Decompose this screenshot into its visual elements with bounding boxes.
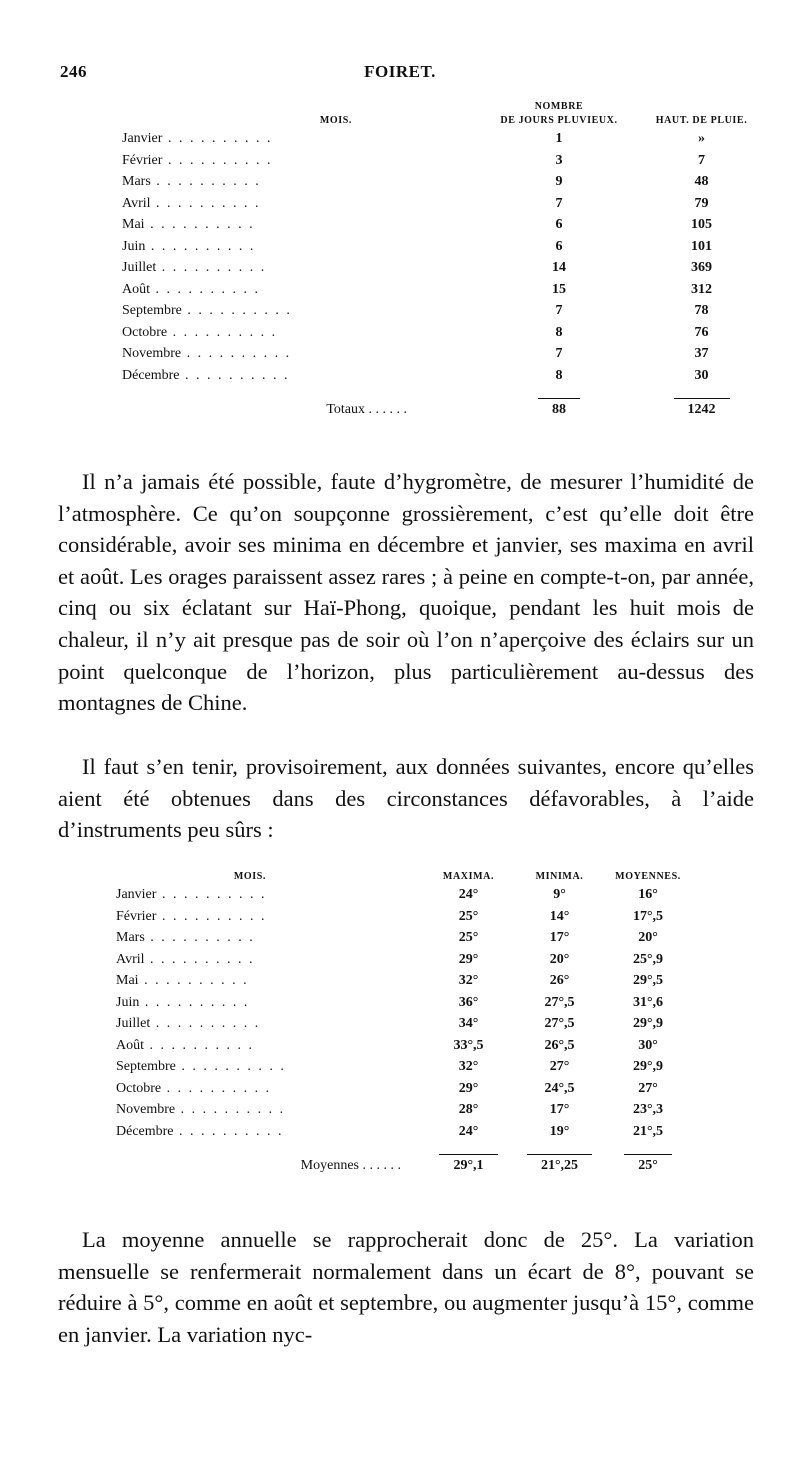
- leader-dots: . . . . . . . . . .: [156, 260, 267, 275]
- leader-dots: . . . . . . . . . .: [150, 281, 260, 297]
- month-cell: Août . . . . . . . . . .: [122, 281, 260, 297]
- total-row: [116, 1142, 693, 1177]
- month-cell: Mai . . . . . . . . . .: [122, 217, 255, 232]
- table-row: [122, 128, 769, 150]
- rain-height-cell: 30: [694, 367, 709, 383]
- rainy-days-cell: 15: [552, 281, 566, 297]
- leader-dots: . . . . . . . . . .: [162, 131, 273, 146]
- average-cell: 30°: [638, 1037, 658, 1053]
- average-cell: 21°,5: [632, 1123, 664, 1139]
- leader-dots: . . . . . . . . . .: [175, 1059, 286, 1074]
- rainfall-table-header: [122, 100, 769, 128]
- average-maxima: 29°,1: [421, 1142, 516, 1177]
- month-cell: Décembre . . . . . . . . . .: [116, 1123, 284, 1139]
- column-header-rainy-days-line2: DE JOURS PLUVIEUX.: [500, 115, 618, 126]
- leader-dots: . . . . . . . . . .: [150, 174, 261, 189]
- leader-dots: . . . . . . . . . .: [161, 1080, 272, 1096]
- leader-dots: . . . . . . . . . .: [138, 973, 249, 988]
- column-header-minima: MINIMA.: [535, 871, 584, 882]
- month-cell: Juin . . . . . . . . . .: [122, 238, 256, 254]
- table-row: [122, 300, 769, 322]
- month-cell: Septembre . . . . . . . . . .: [116, 1059, 286, 1074]
- table-row: [116, 927, 693, 949]
- minima-cell: 19°: [549, 1123, 570, 1139]
- table-row: [116, 1078, 693, 1100]
- leader-dots: . . . . . . . . . .: [139, 994, 250, 1010]
- total-row: [122, 386, 769, 421]
- table-row: [122, 171, 769, 193]
- average-cell: 29°,9: [632, 1059, 664, 1074]
- table-row: [116, 884, 693, 906]
- month-cell: Février . . . . . . . . . .: [122, 152, 273, 168]
- month-cell: Janvier . . . . . . . . . .: [122, 131, 273, 146]
- rain-height-cell: 7: [698, 152, 705, 168]
- table-row: [116, 1056, 693, 1078]
- average-cell: 29°,9: [632, 1016, 664, 1031]
- month-cell: Février . . . . . . . . . .: [116, 908, 267, 924]
- leader-dots: . . . . . . . . . .: [144, 217, 255, 232]
- month-cell: Janvier . . . . . . . . . .: [116, 887, 267, 902]
- minima-cell: 9°: [553, 887, 566, 902]
- rain-height-cell: 312: [691, 281, 712, 297]
- table-row: [116, 1035, 693, 1057]
- rain-height-cell: »: [698, 131, 705, 146]
- table-row: [116, 949, 693, 971]
- rainy-days-cell: 8: [555, 367, 563, 383]
- average-cell: 25°,9: [632, 951, 664, 967]
- month-cell: Septembre . . . . . . . . . .: [122, 303, 292, 318]
- average-cell: 31°,6: [632, 994, 664, 1010]
- maxima-cell: 36°: [458, 994, 479, 1010]
- column-header-rainy-days: [484, 100, 634, 128]
- rain-height-cell: 37: [694, 346, 709, 361]
- table-row: [116, 1099, 693, 1121]
- temperature-table-body: [116, 884, 693, 1177]
- maxima-cell: 25°: [458, 930, 479, 945]
- maxima-cell: 29°: [458, 1080, 479, 1096]
- leader-dots: . . . . . . . . . .: [179, 367, 290, 383]
- average-minima: 21°,25: [516, 1142, 603, 1177]
- average-cell: 16°: [638, 887, 658, 902]
- leader-dots: . . . . . . . . . .: [173, 1123, 284, 1139]
- page-number: 246: [60, 62, 87, 81]
- minima-cell: 20°: [549, 951, 570, 967]
- minima-cell: 14°: [549, 908, 570, 924]
- temperature-table: [116, 870, 693, 1177]
- minima-cell: 26°,5: [544, 1037, 575, 1053]
- average-cell: 20°: [638, 930, 658, 945]
- column-header-rainy-days-line1: NOMBRE: [534, 101, 584, 112]
- month-cell: Avril . . . . . . . . . .: [122, 195, 261, 211]
- rain-height-cell: 79: [694, 195, 709, 211]
- maxima-cell: 24°: [458, 1123, 479, 1139]
- month-cell: Juillet . . . . . . . . . .: [116, 1016, 261, 1031]
- maxima-cell: 34°: [458, 1016, 479, 1031]
- paragraph-humidity: Il n’a jamais été possible, faute d’hygromètre, de mesurer l’humidité de l’atmosphère. Ce qu’on soupçonne grossièrement, c’est qu’elle doit être considérable, avoir ses minima en décembre et janvier, ses maxima en avril et août. Les orages paraissent assez rares ; à peine en compte-t-on, par année, cinq ou six éclatant sur Haï-Phong, quoique, pendant les huit mois de chaleur, il n’y ait presque pas de soir où l’on n’aperçoive des éclairs sur un point quelconque de l’horizon, plus particulièrement au-dessus des montagnes de Chine.: [58, 469, 754, 716]
- minima-cell: 26°: [549, 973, 570, 988]
- table-row: [122, 150, 769, 172]
- minima-cell: 27°,5: [544, 1016, 575, 1031]
- leader-dots: . . . . . . . . . .: [181, 303, 292, 318]
- paragraph-annual-average: La moyenne annuelle se rapprocherait donc de 25°. La variation mensuelle se renfermerait normalement dans un écart de 8°, pouvant se réduire à 5°, comme en août et septembre, ou augmenter jusqu’à 15°, comme en janvier. La variation nyc-: [58, 1227, 754, 1347]
- average-cell: 27°: [638, 1080, 658, 1096]
- month-cell: Mars . . . . . . . . . .: [122, 174, 261, 189]
- maxima-cell: 28°: [458, 1102, 479, 1117]
- rainy-days-cell: 8: [555, 324, 563, 340]
- column-header-averages: MOYENNES.: [615, 871, 681, 882]
- leader-dots: . . . . . . . . . .: [150, 1016, 261, 1031]
- total-label: Totaux . . . . . .: [326, 401, 407, 417]
- month-cell: Avril . . . . . . . . . .: [116, 951, 255, 967]
- rain-height-cell: 369: [691, 260, 712, 275]
- rainy-days-cell: 1: [555, 131, 563, 146]
- table-row: [122, 193, 769, 215]
- month-cell: Mai . . . . . . . . . .: [116, 973, 249, 988]
- leader-dots: . . . . . . . . . .: [145, 238, 256, 254]
- month-cell: Novembre . . . . . . . . . .: [116, 1102, 286, 1117]
- average-averages: 25°: [603, 1142, 693, 1177]
- average-cell: 23°,3: [632, 1102, 664, 1117]
- month-cell: Décembre . . . . . . . . . .: [122, 367, 290, 383]
- paragraph-intro-temperatures: Il faut s’en tenir, provisoirement, aux données suivantes, encore qu’elles aient été obtenues dans des circonstances défavorables, à l’aide d’instruments peu sûrs :: [58, 754, 754, 843]
- rainy-days-cell: 7: [555, 303, 563, 318]
- minima-cell: 27°: [549, 1059, 570, 1074]
- leader-dots: . . . . . . . . . .: [167, 324, 278, 340]
- table-row: [122, 214, 769, 236]
- maxima-cell: 32°: [458, 973, 479, 988]
- rain-height-cell: 48: [694, 174, 709, 189]
- month-cell: Octobre . . . . . . . . . .: [122, 324, 278, 340]
- column-header-maxima: MAXIMA.: [442, 871, 495, 882]
- table-row: [122, 257, 769, 279]
- maxima-cell: 25°: [458, 908, 479, 924]
- maxima-cell: 33°,5: [453, 1037, 484, 1053]
- leader-dots: . . . . . . . . . .: [144, 930, 255, 945]
- leader-dots: . . . . . . . . . .: [144, 1037, 254, 1053]
- leader-dots: . . . . . . . . . .: [175, 1102, 286, 1117]
- leader-dots: . . . . . . . . . .: [144, 951, 255, 967]
- month-cell: Octobre . . . . . . . . . .: [116, 1080, 272, 1096]
- column-header-month: MOIS.: [233, 871, 266, 882]
- table-row: [122, 279, 769, 301]
- leader-dots: . . . . . . . . . .: [156, 908, 267, 924]
- rainfall-table: [122, 100, 769, 421]
- total-rain-height: 1242: [634, 386, 769, 421]
- column-header-month: MOIS.: [319, 115, 352, 126]
- maxima-cell: 24°: [458, 887, 479, 902]
- month-cell: Août . . . . . . . . . .: [116, 1037, 254, 1053]
- running-title: FOIRET.: [364, 62, 436, 81]
- column-header-rain-height: HAUT. DE PLUIE.: [655, 115, 748, 126]
- rainy-days-cell: 14: [552, 260, 566, 275]
- rainy-days-cell: 9: [555, 174, 563, 189]
- table-row: [122, 343, 769, 365]
- table-row: [122, 322, 769, 344]
- table-row: [122, 365, 769, 387]
- month-cell: Juin . . . . . . . . . .: [116, 994, 250, 1010]
- month-cell: Juillet . . . . . . . . . .: [122, 260, 267, 275]
- leader-dots: . . . . . . . . . .: [162, 152, 273, 168]
- rainy-days-cell: 7: [555, 195, 563, 211]
- average-cell: 29°,5: [632, 973, 664, 988]
- rain-height-cell: 101: [691, 238, 712, 254]
- table-row: [116, 906, 693, 928]
- rainy-days-cell: 6: [555, 238, 563, 254]
- maxima-cell: 29°: [458, 951, 479, 967]
- table-row: [116, 1013, 693, 1035]
- leader-dots: . . . . . . . . . .: [156, 887, 267, 902]
- rain-height-cell: 105: [691, 217, 712, 232]
- minima-cell: 17°: [549, 1102, 570, 1117]
- rainy-days-cell: 3: [555, 152, 563, 168]
- rain-height-cell: 76: [694, 324, 709, 340]
- table-row: [116, 1121, 693, 1143]
- minima-cell: 17°: [549, 930, 570, 945]
- rainfall-table-body: [122, 128, 769, 421]
- average-cell: 17°,5: [632, 908, 664, 924]
- month-cell: Mars . . . . . . . . . .: [116, 930, 255, 945]
- total-rainy-days: 88: [484, 386, 634, 421]
- minima-cell: 27°,5: [544, 994, 575, 1010]
- rainy-days-cell: 6: [555, 217, 563, 232]
- minima-cell: 24°,5: [544, 1080, 575, 1096]
- leader-dots: . . . . . . . . . .: [181, 346, 292, 361]
- table-row: [116, 970, 693, 992]
- table-row: [122, 236, 769, 258]
- month-cell: Novembre . . . . . . . . . .: [122, 346, 292, 361]
- maxima-cell: 32°: [458, 1059, 479, 1074]
- temperature-table-header: [116, 870, 693, 884]
- leader-dots: . . . . . . . . . .: [150, 195, 261, 211]
- rain-height-cell: 78: [694, 303, 709, 318]
- average-label: Moyennes . . . . . .: [300, 1157, 401, 1173]
- table-row: [116, 992, 693, 1014]
- rainy-days-cell: 7: [555, 346, 563, 361]
